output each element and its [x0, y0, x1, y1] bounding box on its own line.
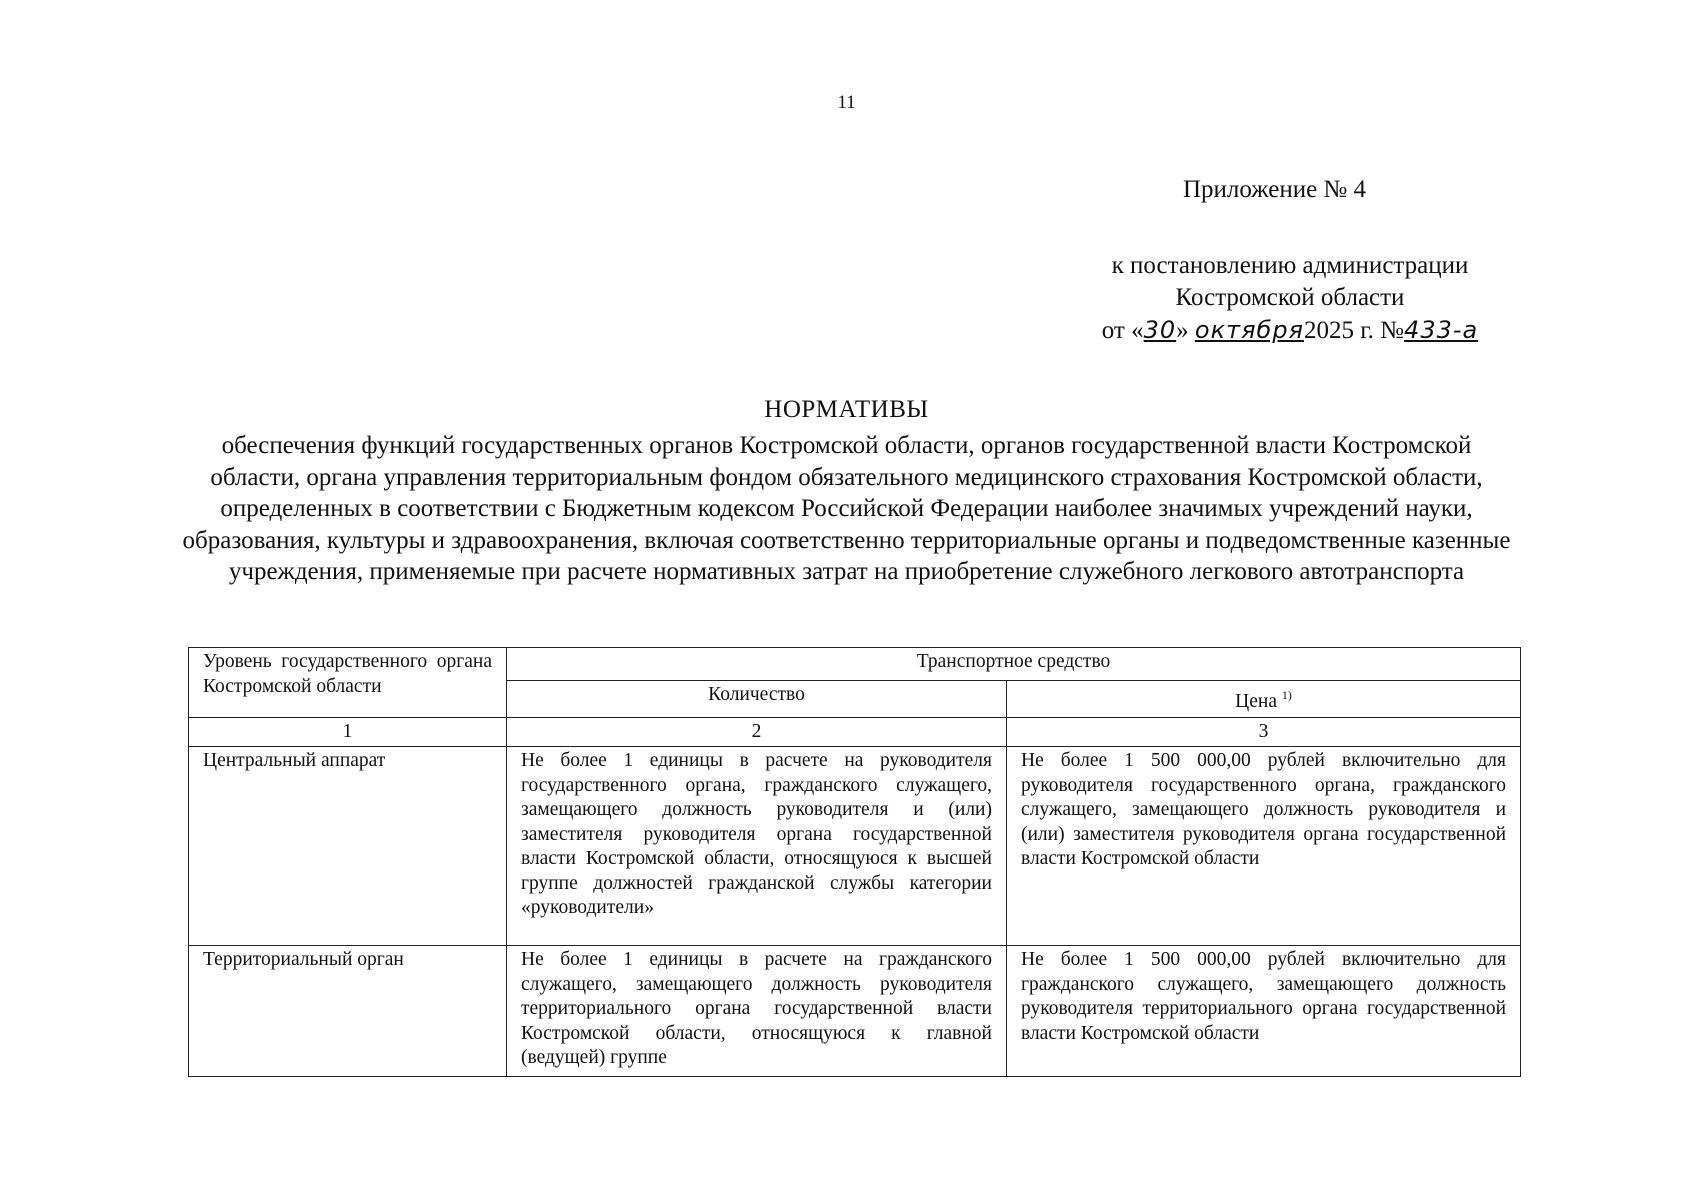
row-level: Центральный аппарат: [189, 747, 507, 946]
table-header-row: [189, 648, 1521, 681]
column-number: 2: [507, 718, 1007, 747]
row-price: Не более 1 500 000,00 рублей включительно для гражданского служащего, замещающего должность руководителя территориального органа государственной власти Костромской области: [1007, 946, 1521, 1077]
date-year: 2025 г. №: [1304, 317, 1405, 344]
appendix-ref-line-1: к постановлению администрации: [1111, 252, 1469, 279]
table-row: [189, 946, 1521, 1077]
row-price: Не более 1 500 000,00 рублей включительно для руководителя государственного органа, гражданского служащего, замещающего должность руководителя и (или) заместителя руководителя органа государственной власти Костромской области: [1007, 747, 1521, 946]
date-mid: »: [1176, 317, 1189, 344]
date-prefix: от «: [1101, 317, 1144, 344]
table-row: [189, 747, 1521, 946]
column-number: 3: [1007, 718, 1521, 747]
header-quantity: Количество: [507, 681, 1007, 718]
appendix-title: Приложение № 4: [1183, 176, 1367, 203]
row-level: Территориальный орган: [189, 946, 507, 1077]
norms-table: [188, 647, 1521, 1077]
row-quantity: Не более 1 единицы в расчете на гражданского служащего, замещающего должность руководителя территориального органа государственной власти Костромской области, относящуюся к главной (ведущей) группе: [507, 946, 1007, 1077]
page-number: 11: [837, 92, 856, 113]
header-price-footnote: 1): [1281, 688, 1292, 702]
column-number: 1: [189, 718, 507, 747]
table-column-numbers-row: [189, 718, 1521, 747]
header-price: [1007, 681, 1521, 718]
document-subtitle: обеспечения функций государственных органов Костромской области, органов государственной власти Костромской области, органа управления территориальным фондом обязательного медицинского страхования Костромской области, определенных в соответствии с Бюджетным кодексом Российской Федерации наиболее значимых учреждений науки, образования, культуры и здравоохранения, включая соответственно территориальные органы и подведомственные казенные учреждения, применяемые при расчете нормативных затрат на приобретение служебного легкового автотранспорта: [182, 432, 1511, 586]
date-month-handwritten: октября: [1194, 316, 1304, 344]
appendix-reference: [1080, 250, 1500, 347]
document-title: НОРМАТИВЫ: [764, 396, 929, 423]
header-price-label: Цена: [1235, 691, 1277, 712]
row-quantity: Не более 1 единицы в расчете на руководителя государственного органа, гражданского служащего, замещающего должность руководителя и (или) заместителя руководителя органа государственной власти Костромской области, относящуюся к высшей группе должностей гражданской службы категории «руководители»: [507, 747, 1007, 946]
appendix-ref-line-2: Костромской области: [1175, 284, 1405, 311]
doc-number-handwritten: 433-а: [1404, 316, 1479, 344]
header-level: Уровень государственного органа Костромской области: [189, 648, 507, 718]
date-day-handwritten: 30: [1143, 316, 1177, 344]
header-vehicle: Транспортное средство: [507, 648, 1521, 681]
appendix-date-line: [1080, 314, 1500, 347]
